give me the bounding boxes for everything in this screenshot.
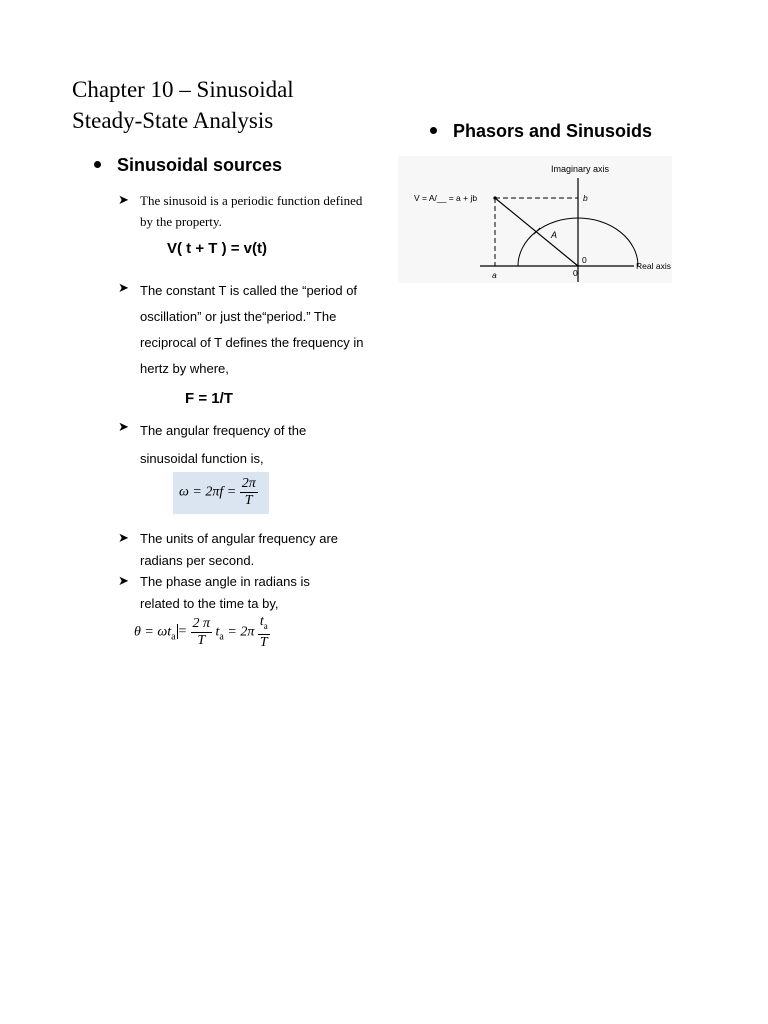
bullet-line: sinusoidal function is, (140, 451, 264, 466)
theta-fraction-1 (191, 616, 213, 649)
bullet-line: The phase angle in radians is (140, 574, 310, 589)
theta-num-2 (258, 614, 270, 635)
bullet-line: The constant T is called the “period of (140, 283, 358, 298)
bullet-text (140, 571, 368, 615)
section-heading-sinusoidal-sources (94, 155, 282, 176)
real-axis-label: Real axis (636, 261, 671, 271)
origin-label-below: 0 (573, 268, 578, 278)
section-heading-text: Sinusoidal sources (117, 155, 283, 175)
theta-num-2-sub: a (263, 620, 268, 631)
bullet-angular-frequency (118, 417, 368, 473)
bullet-line: The sinusoid is a periodic function defined (140, 193, 363, 208)
arrow-bullet-icon: ➤ (118, 192, 129, 207)
theta-mid: t (215, 624, 220, 640)
equation-omega (173, 472, 269, 514)
theta-den-2: T (259, 634, 268, 650)
omega-numerator: 2π (241, 476, 256, 491)
bullet-line: radians per second. (140, 553, 255, 568)
bullet-dot-icon (94, 161, 101, 168)
section-heading-phasors (430, 121, 652, 142)
theta-den-1: T (197, 632, 206, 648)
equation-periodicity: V( t + T ) = v(t) (167, 240, 268, 257)
bullet-line: oscillation” or just the“period.” The (140, 309, 337, 324)
theta-num-2-t: t (259, 614, 264, 629)
phasor-equation-label: V = A/__ = a + jb (414, 193, 478, 203)
bullet-line: hertz by where, (140, 361, 229, 376)
origin-label-right: 0 (582, 255, 587, 265)
bullet-units (118, 528, 368, 572)
theta-fraction-2 (258, 614, 270, 651)
chapter-title-line1: Chapter 10 – Sinusoidal (72, 77, 294, 102)
bullet-text (140, 417, 368, 473)
phasor-diagram (398, 156, 672, 283)
bullet-period (118, 278, 368, 388)
bullet-phase-angle (118, 571, 368, 615)
omega-fraction (240, 476, 258, 509)
arrow-bullet-icon: ➤ (118, 530, 129, 545)
arrow-bullet-icon: ➤ (118, 573, 129, 588)
arrow-bullet-icon: ➤ (118, 419, 129, 434)
phasor-tip-dot (493, 196, 496, 199)
equation-theta (134, 614, 270, 651)
bullet-line: by the property. (140, 214, 222, 229)
bullet-line: The units of angular frequency are (140, 531, 339, 546)
bullet-text (140, 278, 380, 382)
chapter-title (72, 74, 392, 136)
theta-mid-sub: a (219, 631, 224, 643)
theta-eq: = (177, 624, 188, 640)
a-label: a (492, 270, 497, 280)
omega-denominator: T (244, 493, 253, 508)
imaginary-axis-label: Imaginary axis (551, 164, 610, 174)
phasor-diagram-svg (398, 156, 672, 283)
theta-eq2: = 2π (227, 624, 255, 640)
section-heading-text: Phasors and Sinusoids (453, 121, 653, 141)
bullet-line: related to the time ta by, (140, 596, 279, 611)
chapter-title-line2: Steady-State Analysis (72, 108, 274, 133)
bullet-line: The angular frequency of the (140, 423, 307, 438)
bullet-text (140, 528, 368, 572)
magnitude-label: A (551, 230, 558, 240)
equation-frequency: F = 1/T (185, 390, 233, 407)
theta-lhs: θ = ωt (134, 624, 172, 640)
b-label: b (583, 193, 588, 203)
arrow-bullet-icon: ➤ (118, 280, 129, 295)
bullet-dot-icon (430, 127, 437, 134)
omega-lhs: ω = 2πf = (179, 484, 237, 500)
theta-sub: a (171, 631, 176, 643)
bullet-line: reciprocal of T defines the frequency in (140, 335, 364, 350)
theta-num-1: 2 π (192, 615, 211, 631)
bullet-periodic-function (118, 190, 368, 236)
bullet-text (140, 190, 368, 232)
